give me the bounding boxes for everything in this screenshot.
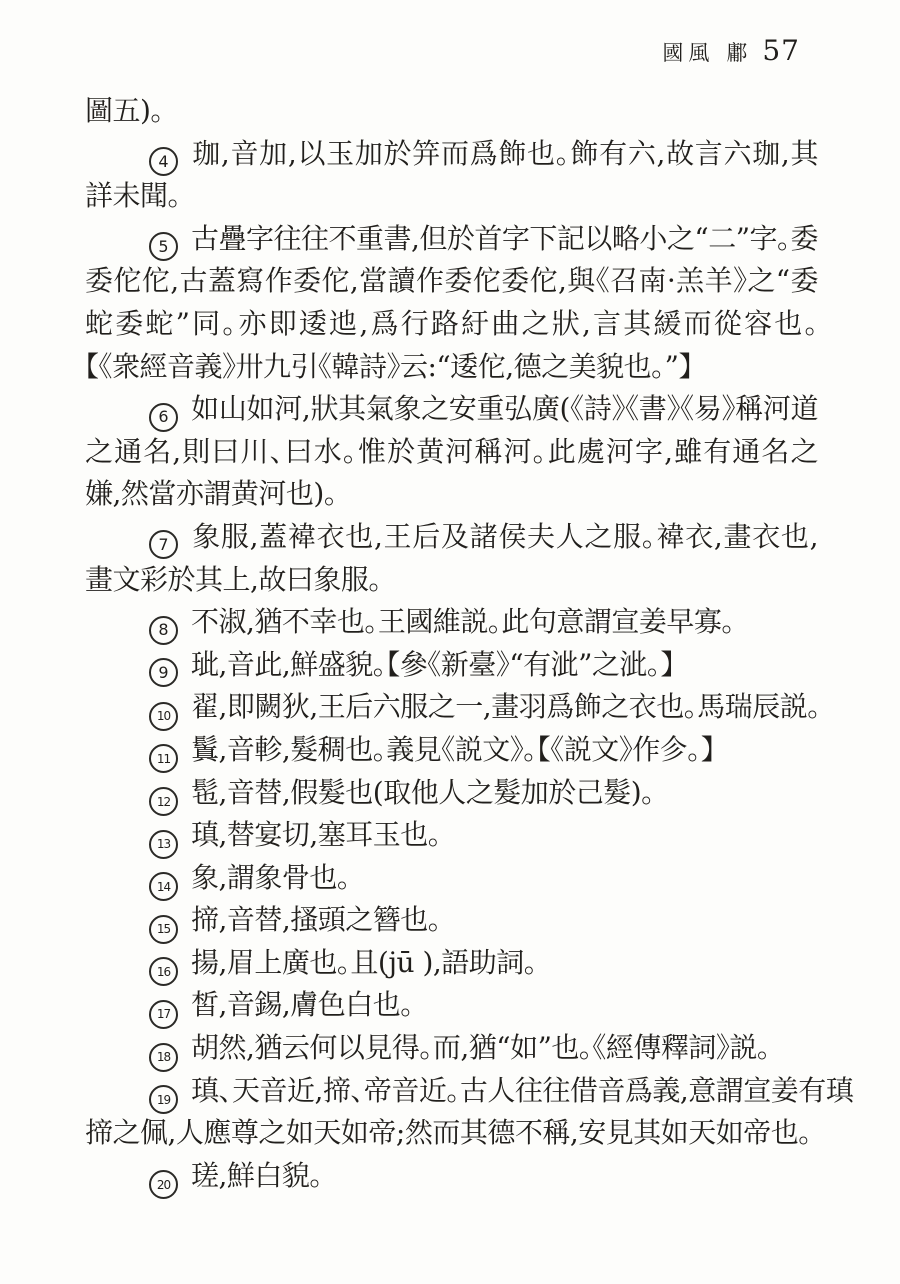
note-text: 【《衆經音義》卅九引《韓詩》云:“逶佗,德之美貌也。”】 (85, 349, 692, 383)
note-13 (85, 814, 818, 857)
note-14 (85, 857, 818, 900)
note-text: 胡然,猶云何以見得。而,猶“如”也。《經傳釋詞》説。 (191, 1031, 771, 1065)
text-line (85, 473, 818, 516)
text-line (85, 559, 818, 602)
text-line (85, 388, 818, 431)
note-marker: 8 (149, 616, 178, 645)
note-text: 象,謂象骨也。 (191, 860, 351, 894)
note-6 (85, 388, 818, 516)
note-marker: 7 (149, 530, 178, 559)
text-line (85, 772, 818, 815)
text-line (85, 1070, 854, 1113)
note-7 (85, 516, 818, 601)
text-line (85, 1112, 818, 1155)
note-marker: 4 (149, 147, 178, 176)
note-8 (85, 601, 818, 644)
page-number: 57 (762, 34, 800, 67)
text-line (85, 899, 818, 942)
text-line (85, 857, 818, 900)
running-head-chapter: 鄘 (726, 41, 748, 65)
text-line (85, 260, 818, 303)
note-text: 揥,音替,搔頭之簪也。 (191, 903, 442, 937)
note-9 (85, 644, 818, 687)
note-text: 畫文彩於其上,故曰象服。 (85, 562, 382, 596)
note-marker: 20 (149, 1170, 178, 1199)
note-20 (85, 1155, 818, 1198)
text-line (85, 175, 818, 218)
note-text: 鬒,音軫,髮稠也。義見《説文》。【《説文》作㐱。】 (191, 732, 715, 766)
text-line (85, 601, 818, 644)
note-text: 古疊字往往不重書,但於首字下記以略小之“二”字。委 (191, 221, 819, 255)
running-head (662, 34, 800, 67)
note-11 (85, 729, 818, 772)
note-marker: 5 (149, 232, 178, 261)
note-text: 玼,音此,鮮盛貌。【參《新臺》“有泚”之泚。】 (191, 647, 674, 681)
note-text: 髢,音替,假髮也(取他人之髮加於己髮)。 (191, 775, 655, 809)
note-text: 揚,眉上廣也。且(jū ),語助詞。 (191, 945, 538, 979)
text-line (85, 686, 821, 729)
note-marker: 17 (149, 1000, 178, 1029)
note-text: 揥之佩,人應尊之如天如帝;然而其德不稱,安見其如天如帝也。 (85, 1116, 812, 1150)
annotations-text (85, 90, 854, 1197)
note-text: 之通名,則曰川、曰水。惟於黄河稱河。此處河字,雖有通名之 (85, 434, 818, 468)
note-text: 蛇委蛇”同。亦即逶迆,爲行路紆曲之狀,言其緩而從容也。 (85, 306, 818, 340)
note-text: 皙,音錫,膚色白也。 (191, 988, 414, 1022)
note-text: 瑳,鮮白貌。 (191, 1158, 323, 1192)
note-marker: 11 (149, 744, 178, 773)
text-line (85, 346, 818, 389)
note-10 (85, 686, 821, 729)
text-line (85, 729, 818, 772)
note-marker: 10 (149, 702, 178, 731)
note-12 (85, 772, 818, 815)
note-text: 瑱、天音近,揥、帝音近。古人往往借音爲義,意謂宣姜有瑱 (191, 1073, 854, 1107)
text-line (85, 516, 818, 559)
text-line (85, 431, 818, 474)
note-text: 不淑,猶不幸也。王國維説。此句意謂宣姜早寡。 (191, 605, 735, 639)
note-text: 嫌,然當亦謂黄河也)。 (85, 477, 338, 511)
note-16 (85, 942, 818, 985)
text-line (85, 942, 818, 985)
note-marker: 13 (149, 830, 178, 859)
note-text: 瑱,替宴切,塞耳玉也。 (191, 818, 442, 852)
note-4 (85, 133, 818, 218)
text-line (85, 133, 818, 176)
text-line (85, 984, 818, 1027)
note-text: 委佗佗,古蓋寫作委佗,當讀作委佗委佗,與《召南·羔羊》之“委 (85, 264, 818, 298)
text-line (85, 1027, 818, 1070)
note-marker: 14 (149, 872, 178, 901)
text-line (85, 218, 818, 261)
note-17 (85, 984, 818, 1027)
note-marker: 12 (149, 787, 178, 816)
text-line (85, 644, 818, 687)
text-line (85, 303, 818, 346)
note-marker: 16 (149, 957, 178, 986)
note-text: 詳未聞。 (85, 179, 182, 213)
note-18 (85, 1027, 818, 1070)
note-15 (85, 899, 818, 942)
note-5 (85, 218, 818, 388)
note-text: 象服,蓋褘衣也,王后及諸侯夫人之服。褘衣,畫衣也, (191, 519, 818, 553)
text-line (85, 814, 818, 857)
note-marker: 18 (149, 1043, 178, 1072)
note-text: 翟,即闕狄,王后六服之一,畫羽爲飾之衣也。馬瑞辰説。 (191, 690, 821, 724)
note-marker: 19 (149, 1085, 178, 1114)
continuation-line: 圖五)。 (85, 94, 164, 127)
text-line (85, 1155, 818, 1198)
note-text: 珈,音加,以玉加於笄而爲飾也。飾有六,故言六珈,其 (191, 136, 818, 170)
note-marker: 6 (149, 403, 178, 432)
note-19 (85, 1070, 854, 1155)
running-head-section: 國風 (662, 41, 715, 65)
note-marker: 9 (149, 658, 178, 687)
note-marker: 15 (149, 915, 178, 944)
note-text: 如山如河,狀其氣象之安重弘廣(《詩》《書》《易》稱河道 (191, 392, 818, 426)
